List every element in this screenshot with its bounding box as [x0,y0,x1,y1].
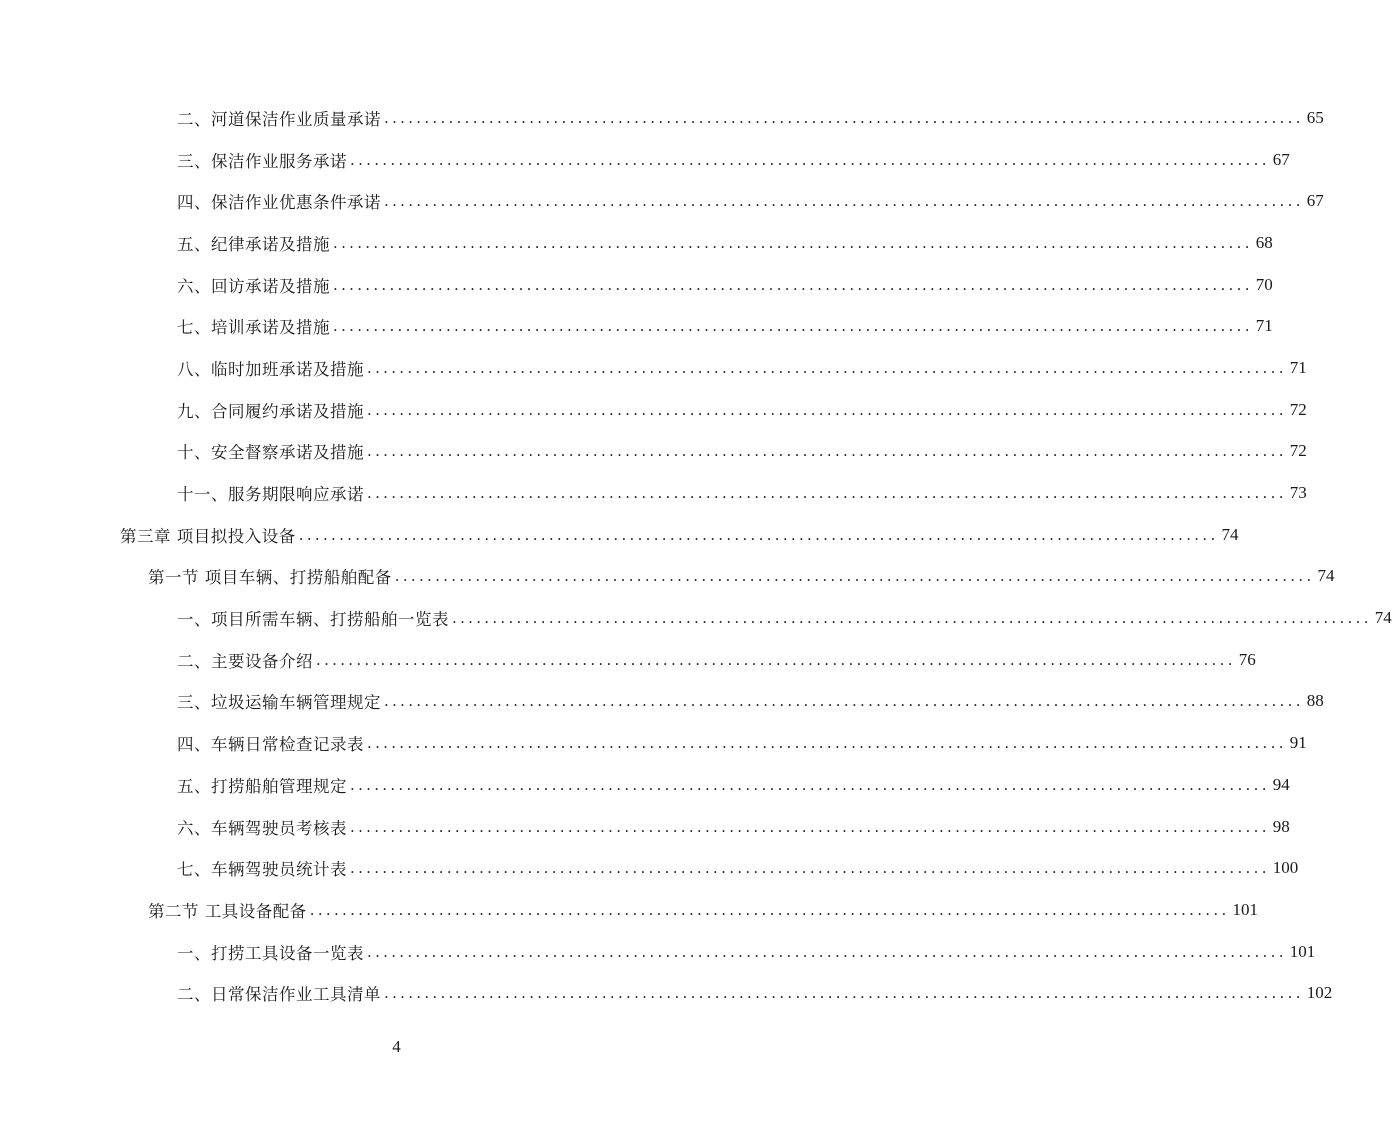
toc-dot-leader: .................................................................................................................. [316,650,1236,669]
toc-entry-title: 七、培训承诺及措施 [177,318,330,338]
table-of-contents [0,97,1392,1014]
toc-entry-title: 十、安全督察承诺及措施 [177,443,364,463]
toc-entry-page: 65 [1306,107,1324,127]
toc-dot-leader: .................................................................................................................. [350,150,1270,169]
toc-dot-leader: .................................................................................................................. [367,734,1287,753]
toc-entry-title: 五、纪律承诺及措施 [177,234,330,254]
toc-entry-page: 67 [1306,191,1324,211]
toc-entry[interactable] [0,347,1307,389]
toc-entry-page: 70 [1255,274,1273,294]
toc-entry-page: 67 [1272,149,1290,169]
toc-entry[interactable] [0,139,1290,181]
toc-entry-page: 76 [1238,649,1256,669]
toc-entry-page: 98 [1272,816,1290,836]
toc-entry[interactable] [0,97,1324,139]
toc-entry[interactable] [0,931,1316,973]
toc-entry-title: 五、打捞船舶管理规定 [177,776,347,796]
toc-dot-leader: .................................................................................................................. [350,775,1270,794]
toc-entry-title: 第三章 项目拟投入设备 [120,526,296,546]
toc-entry-title: 七、车辆驾驶员统计表 [177,860,347,880]
toc-entry-title: 九、合同履约承诺及措施 [177,401,364,421]
toc-dot-leader: .................................................................................................................. [384,108,1304,127]
toc-dot-leader: .................................................................................................................. [367,442,1287,461]
toc-dot-leader: .................................................................................................................. [309,900,1230,919]
toc-dot-leader: .................................................................................................................. [333,275,1253,294]
toc-dot-leader: .................................................................................................................. [384,984,1304,1003]
toc-dot-leader: .................................................................................................................. [350,817,1270,836]
toc-entry[interactable] [0,597,1392,639]
toc-entry[interactable] [0,305,1273,347]
toc-dot-leader: .................................................................................................................. [384,192,1304,211]
toc-entry-title: 十一、服务期限响应承诺 [177,485,364,505]
toc-dot-leader: .................................................................................................................. [298,525,1219,544]
toc-entry-title: 一、项目所需车辆、打捞船舶一览表 [177,610,449,630]
toc-dot-leader: .................................................................................................................. [367,358,1287,377]
toc-entry-page: 74 [1317,566,1335,586]
toc-entry-page: 91 [1289,733,1307,753]
toc-entry-page: 74 [1221,524,1239,544]
toc-entry-page: 71 [1255,316,1273,336]
toc-entry-title: 二、日常保洁作业工具清单 [177,985,381,1005]
toc-entry[interactable] [0,639,1256,681]
toc-entry[interactable] [0,431,1307,473]
toc-entry-title: 一、打捞工具设备一览表 [177,943,364,963]
toc-entry-title: 四、车辆日常检查记录表 [177,735,364,755]
toc-entry-page: 72 [1289,399,1307,419]
page-number: 4 [392,1037,401,1056]
toc-dot-leader: .................................................................................................................. [394,567,1315,586]
toc-entry[interactable] [0,472,1307,514]
toc-entry[interactable] [0,180,1324,222]
toc-entry-page: 73 [1289,483,1307,503]
toc-dot-leader: .................................................................................................................. [367,942,1287,961]
toc-entry[interactable] [0,556,1335,598]
toc-entry-page: 100 [1272,858,1299,878]
toc-entry-page: 88 [1306,691,1324,711]
toc-entry[interactable] [0,389,1307,431]
toc-entry-page: 102 [1306,983,1333,1003]
toc-dot-leader: .................................................................................................................. [333,233,1253,252]
toc-dot-leader: .................................................................................................................. [350,859,1270,878]
toc-entry[interactable] [0,681,1324,723]
toc-entry[interactable] [0,806,1290,848]
toc-entry-page: 68 [1255,232,1273,252]
toc-dot-leader: .................................................................................................................. [333,317,1253,336]
toc-entry-title: 三、垃圾运输车辆管理规定 [177,693,381,713]
toc-entry-page: 101 [1232,899,1259,919]
toc-dot-leader: .................................................................................................................. [367,484,1287,503]
toc-entry-page: 101 [1289,941,1316,961]
toc-entry-page: 72 [1289,441,1307,461]
toc-entry-title: 六、车辆驾驶员考核表 [177,818,347,838]
toc-entry[interactable] [0,264,1273,306]
toc-entry-page: 71 [1289,357,1307,377]
toc-entry-title: 三、保洁作业服务承诺 [177,151,347,171]
toc-entry-title: 第一节 项目车辆、打捞船舶配备 [148,568,392,588]
toc-entry-title: 第二节 工具设备配备 [148,901,307,921]
toc-entry[interactable] [0,847,1299,889]
toc-entry-title: 八、临时加班承诺及措施 [177,359,364,379]
toc-entry-page: 94 [1272,774,1290,794]
toc-entry-page: 74 [1374,608,1392,628]
toc-entry[interactable] [0,722,1307,764]
toc-entry[interactable] [0,889,1259,931]
toc-entry[interactable] [0,222,1273,264]
toc-entry-title: 二、河道保洁作业质量承诺 [177,109,381,129]
toc-entry-title: 四、保洁作业优惠条件承诺 [177,193,381,213]
toc-dot-leader: .................................................................................................................. [384,692,1304,711]
toc-entry[interactable] [0,764,1290,806]
toc-entry-title: 二、主要设备介绍 [177,651,313,671]
toc-entry-title: 六、回访承诺及措施 [177,276,330,296]
toc-dot-leader: .................................................................................................................. [452,609,1372,628]
toc-dot-leader: .................................................................................................................. [367,400,1287,419]
toc-entry[interactable] [0,972,1333,1014]
toc-entry[interactable] [0,514,1239,556]
